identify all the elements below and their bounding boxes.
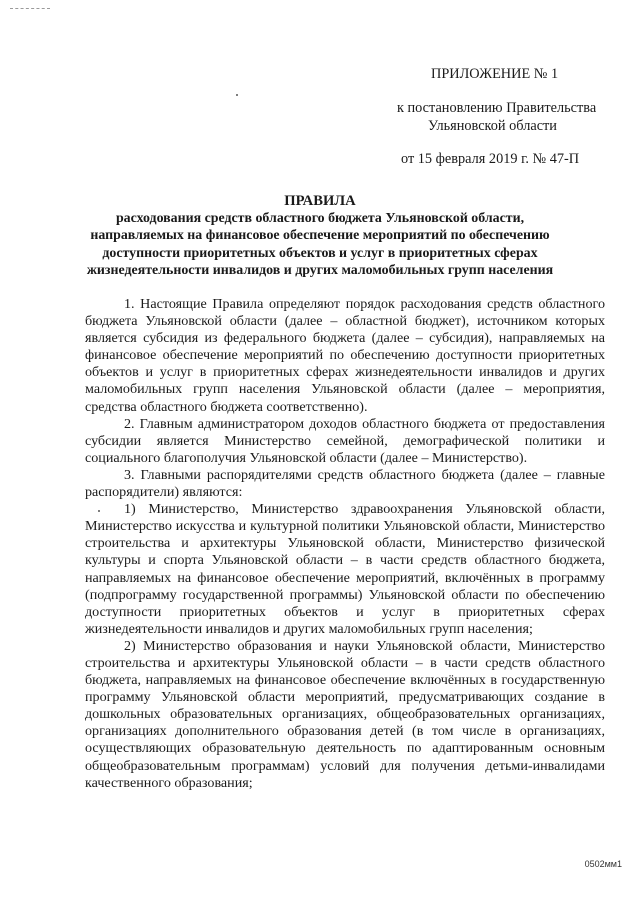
paragraph-3: 3. Главными распорядителями средств областного бюджета (далее – главные распорядители) являются: [85, 466, 605, 501]
document-subtitle [84, 210, 556, 280]
paragraph-3-item-2: 2) Министерство образования и науки Ульяновской области, Министерство строительства и архитектуры Ульяновской области – в части средств областного бюджета, направляемых на финансовое обеспечение включённых в государственную программу Ульяновской области мероприятий, предусматривающих создание в дошкольных образовательных организациях, общеобразовательных организациях, организациях дополнительного образования детей (в том числе в организациях, осуществляющих образовательную деятельность по адаптированным основным общеобразовательным программам) условий для получения детьми-инвалидами качественного образования; [85, 637, 605, 791]
appendix-label: ПРИЛОЖЕНИЕ № 1 [431, 66, 559, 82]
resolution-date: от 15 февраля 2019 г. № 47-П [401, 151, 580, 167]
document-code: 0502мм1 [584, 859, 622, 869]
paragraph-3-item-1: 1) Министерство, Министерство здравоохранения Ульяновской области, Министерство искусства и культурной политики Ульяновской области, Министерство строительства и архитектуры Ульяновской области, Министерство физической культуры и спорта Ульяновской области – в части средств областного бюджета, направляемых на финансовое обеспечение мероприятий, включённых в программу (подпрограмму государственной программы) Ульяновской области по обеспечению доступности приоритетных объектов и услуг в приоритетных сферах жизнедеятельности инвалидов и других маломобильных групп населения; [85, 501, 605, 637]
document-title: ПРАВИЛА [284, 193, 356, 209]
resolution-line-1: к постановлению Правительства [397, 100, 597, 116]
scan-artifact [10, 8, 50, 10]
subtitle-text: расходования средств областного бюджета Ульяновской области, направляемых на финансовое обеспечение мероприятий по обеспечению доступности приоритетных объектов и услуг в приоритетных сферах жизнедеятельности инвалидов и других маломобильных групп населения [86, 211, 554, 279]
resolution-line-2: Ульяновской области [428, 118, 557, 134]
scan-dot [236, 94, 238, 96]
paragraph-1: 1. Настоящие Правила определяют порядок расходования средств областного бюджета Ульяновской области (далее – областной бюджет), источником которых является субсидия из федерального бюджета (далее – субсидия), направляемых на финансовое обеспечение мероприятий по обеспечению доступности приоритетных объектов и услуг в приоритетных сферах жизнедеятельности инвалидов и других маломобильных групп населения Ульяновской области (далее – мероприятия, средства областного бюджета соответственно). [85, 296, 605, 415]
document-body [85, 296, 605, 792]
paragraph-2: 2. Главным администратором доходов областного бюджета от предоставления субсидии является Министерство семейной, демографической политики и социального благополучия Ульяновской области (далее – Министерство). [85, 415, 605, 466]
